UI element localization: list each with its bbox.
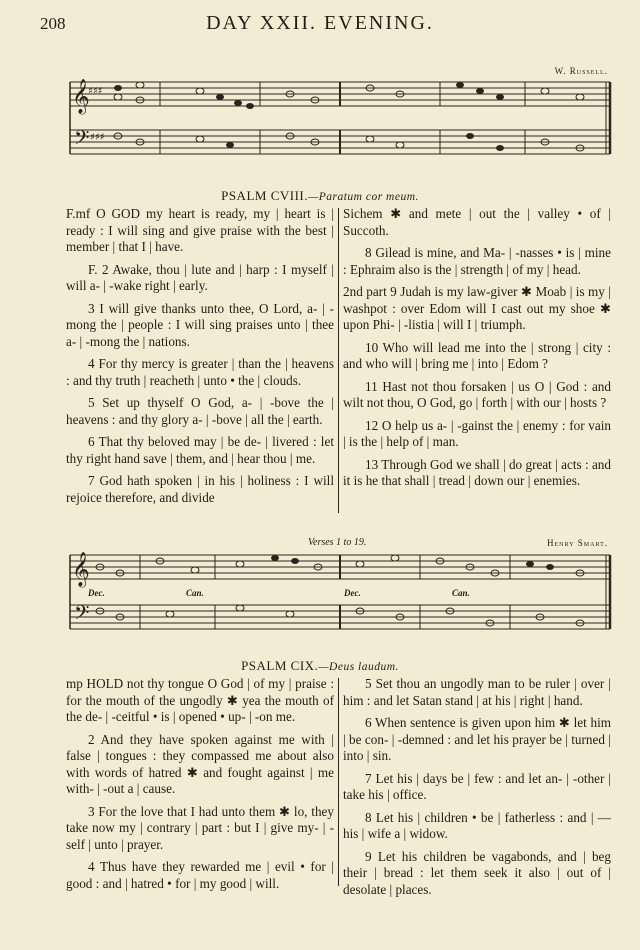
svg-text:𝄞: 𝄞 <box>72 79 90 114</box>
verse: 6 When sentence is given upon him ✱ let him | be con- | -demned : and let his prayer be | turned | into | sin. <box>343 715 611 763</box>
composer-credit-2: Henry Smart. <box>547 538 608 548</box>
svg-text:𝄢: 𝄢 <box>74 126 90 154</box>
page-number: 208 <box>40 14 66 33</box>
psalm-108-right-column <box>343 206 611 490</box>
can-marking: Can. <box>452 588 470 598</box>
verse: 12 O help us a- | -gainst the | enemy : for vain | is the | help of | man. <box>343 417 611 449</box>
psalm-number: PSALM CVIII. <box>221 188 308 203</box>
verse: F.mf O GOD my heart is ready, my | heart is | ready : I will sing and give praise with the best | member | that I | have. <box>66 206 334 254</box>
verse: 8 Gilead is mine, and Ma- | -nasses • is | mine : Ephraim also is the | strength | of my | head. <box>343 245 611 277</box>
music-score-1 <box>0 72 640 172</box>
verse: 4 For thy mercy is greater | than the | heavens : and thy truth | reacheth | unto • the | clouds. <box>66 356 334 388</box>
verse: F. 2 Awake, thou | lute and | harp : I myself | will a- | -wake right | early. <box>66 261 334 293</box>
verses-range: Verses 1 to 19. <box>308 537 367 548</box>
svg-text:𝄢: 𝄢 <box>74 601 90 629</box>
verse: 13 Through God we shall | do great | acts : and it is he that shall | tread | down our | enemies. <box>343 456 611 488</box>
dec-marking: Dec. <box>88 588 105 598</box>
verse: Sichem ✱ and mete | out the | valley • of | Succoth. <box>343 206 611 238</box>
verse: 5 Set thou an ungodly man to be ruler | over | him : and let Satan stand | at his | right | hand. <box>343 676 611 708</box>
verse: mp HOLD not thy tongue O God | of my | praise : for the mouth of the ungodly ✱ yea the mouth of the de- | -ceitful • is | opened • up- | -on me. <box>66 676 334 724</box>
composer-credit-1: W. Russell. <box>554 66 608 76</box>
verse: 8 Let his | children • be | fatherless : and | — his | wife a | widow. <box>343 809 611 841</box>
svg-text:♯♯♯: ♯♯♯ <box>88 86 103 97</box>
svg-text:♯♯♯: ♯♯♯ <box>90 132 105 143</box>
column-divider <box>338 208 339 513</box>
verse: 2 And they have spoken against me with | false | tongues : they compassed me about also with words of hatred ✱ and fought against | me with- | -out a | cause. <box>66 731 334 796</box>
verse: 11 Hast not thou forsaken | us O | God : and wilt not thou, O God, go | forth | with our | hosts ? <box>343 378 611 410</box>
verse: 3 For the love that I had unto them ✱ lo, they take now my | contrary | part : but I | give my- | -self | unto | prayer. <box>66 803 334 852</box>
psalm-title-109 <box>0 658 640 674</box>
dec-marking: Dec. <box>344 588 361 598</box>
psalm-number: PSALM CIX. <box>241 658 319 673</box>
running-header: DAY XXII. EVENING. <box>206 12 434 34</box>
can-marking: Can. <box>186 588 204 598</box>
psalm-108-left-column <box>66 206 334 506</box>
verse: 5 Set up thyself O God, a- | -bove the | heavens : and thy glory a- | -bove | all the | earth. <box>66 395 334 427</box>
psalm-latin: —Paratum cor meum. <box>308 191 419 203</box>
column-divider <box>338 678 339 886</box>
verse: 4 Thus have they rewarded me | evil • for | good : and | hatred • for | my good | will. <box>66 859 334 891</box>
verse: 7 God hath spoken | in his | holiness : I will rejoice therefore, and divide <box>66 473 334 505</box>
psalm-latin: —Deus laudum. <box>318 661 399 673</box>
verse: 10 Who will lead me into the | strong | city : and who will | bring me | into | Edom ? <box>343 339 611 371</box>
psalm-109-left-column <box>66 676 334 892</box>
verse: 3 I will give thanks unto thee, O Lord, a- | -mong the | people : I will sing praises unto | thee a- | -mong the | nations. <box>66 300 334 349</box>
psalm-109-right-column <box>343 676 611 898</box>
svg-text:𝄞: 𝄞 <box>72 552 90 587</box>
psalm-title-108 <box>0 188 640 204</box>
verse: 2nd part 9 Judah is my law-giver ✱ Moab | is my | washpot : over Edom will I cast out my shoe ✱ upon Phi- | -listia | will I | triumph. <box>343 284 611 332</box>
verse: 7 Let his | days be | few : and let an- | -other | take his | office. <box>343 770 611 802</box>
verse: 9 Let his children be vagabonds, and | beg their | bread : let them seek it also | out of | desolate | places. <box>343 848 611 897</box>
verse: 6 That thy beloved may | be de- | livered : let thy right hand save | them, and | hear thou | me. <box>66 434 334 466</box>
